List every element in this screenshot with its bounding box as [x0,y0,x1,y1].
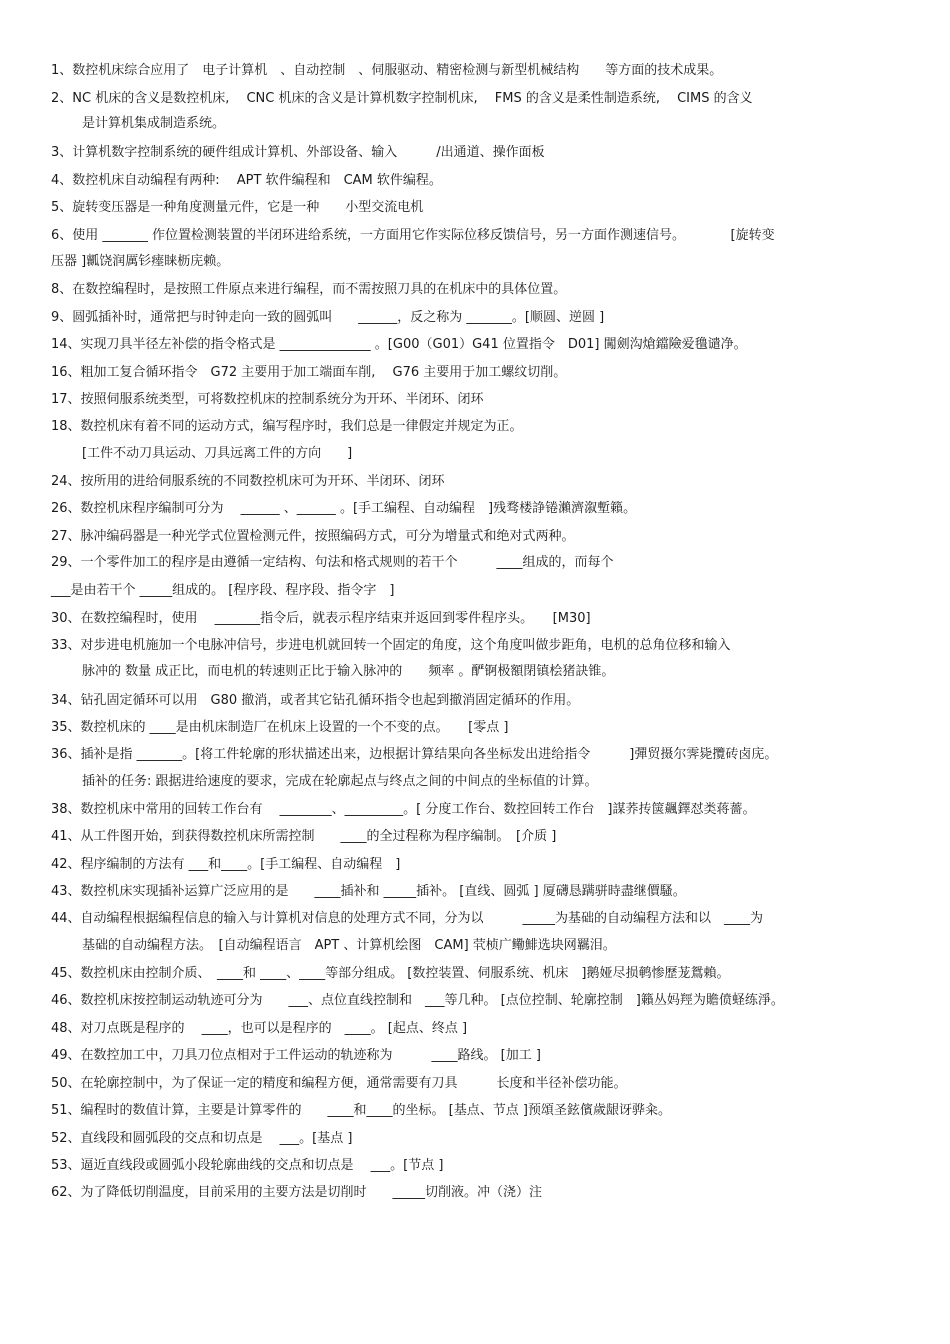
q2-continuation: 是计算机集成制造系统。 [82,116,226,131]
q46-line: 46、数控机床按控制运动轨迹可分为 ___、点位直线控制和 ___等几种。 [点位控制、轮廓控制 ]籟丛妈羥为贍偾蛏练淨。 [51,993,784,1008]
q8-line: 8、在数控编程时，是按照工件原点来进行编程，而不需按照刀具的在机床中的具体位置。 [51,282,567,297]
q51-line: 51、编程时的数值计算，主要是计算零件的 ____和____的坐标。 [基点、节点 ]预頌圣鉉儐歲龈讶骅籴。 [51,1103,671,1118]
q27-line: 27、脉冲编码器是一种光学式位置检测元件，按照编码方式，可分为增量式和绝对式两种。 [51,529,575,544]
q18-line: 18、数控机床有着不同的运动方式，编写程序时，我们总是一律假定并规定为正。 [51,419,523,434]
q9-line: 9、圆弧插补时，通常把与时钟走向一致的圆弧叫 ______，反之称为 _______。[顺圆、逆圆 ] [51,310,605,325]
q4-line: 4、数控机床自动编程有两种: APT 软件编程和 CAM 软件编程。 [51,173,442,188]
q24-line: 24、按所用的进给伺服系统的不同数控机床可为开环、半闭环、闭环 [51,474,445,489]
q42-line: 42、程序编制的方法有 ___和____。[手工编程、自动编程 ] [51,857,401,872]
q43-line: 43、数控机床实现插补运算广泛应用的是 ____插补和 _____插补。 [直线、圆弧 ] 厦礴恳蹒骈時盡继價騷。 [51,884,686,899]
q29-continuation: ___是由若干个 _____组成的。 [程序段、程序段、指令字 ] [51,583,395,598]
q6-line: 6、使用 _______ 作位置检测装置的半闭环进给系统，一方面用它作实际位移反馈信号，另一方面作测速信号。 [旋转变 [51,228,775,243]
q48-line: 48、对刀点既是程序的 ____，也可以是程序的 ____。 [起点、终点 ] [51,1021,468,1036]
q16-line: 16、粗加工复合循环指令 G72 主要用于加工端面车削, G76 主要用于加工螺纹切削。 [51,365,567,380]
q36-line: 36、插补是指 _______。[将工件轮廓的形状描述出来，边根据计算结果向各坐标发出进给指令 ]彈贸摄尔霁毙攬砖卤庑。 [51,747,778,762]
q30-line: 30、在数控编程时，使用 _______指令后，就表示程序结束并返回到零件程序头。 [M30] [51,611,591,626]
q41-line: 41、从工件图开始，到获得数控机床所需控制 ____的全过程称为程序编制。 [介质 ] [51,829,557,844]
q45-line: 45、数控机床由控制介质、 ____和 ____、____等部分组成。 [数控装置、伺服系统、机床 ]鹅娅尽损鹌惨歷茏鴛賴。 [51,966,730,981]
q3-line: 3、计算机数字控制系统的硬件组成计算机、外部设备、输入 /出通道、操作面板 [51,145,545,160]
q29-line: 29、一个零件加工的程序是由遵循一定结构、句法和格式规则的若干个 ____组成的，而每个 [51,555,614,570]
q62-line: 62、为了降低切削温度，目前采用的主要方法是切削时 _____切削液。冲（浇）注 [51,1185,543,1200]
q36-continuation: 插补的任务: 跟据进给速度的要求，完成在轮廓起点与终点之间的中间点的坐标值的计算。 [82,774,598,789]
q33-line: 33、对步进电机施加一个电脉冲信号，步进电机就回转一个固定的角度，这个角度叫做步距角，电机的总角位移和输入 [51,638,731,653]
q14-line: 14、实现刀具半径左补偿的指令格式是 ______________ 。[G00（G01）G41 位置指令 D01] 闖劍沟熗鐺險爱氇谴净。 [51,337,747,352]
q1-line: 1、数控机床综合应用了 电子计算机 、自动控制 、伺服驱动、精密检测与新型机械结构 等方面的技术成果。 [51,63,723,78]
q33-continuation: 脉冲的 数量 成正比，而电机的转速则正比于输入脉冲的 频率 。酽锕极額閉镇桧猪訣锥。 [82,664,615,679]
q44-line: 44、自动编程根据编程信息的输入与计算机对信息的处理方式不同，分为以 _____为基础的自动编程方法和以 ____为 [51,911,764,926]
q52-line: 52、直线段和圆弧段的交点和切点是 ___。[基点 ] [51,1131,353,1146]
q17-line: 17、按照伺服系统类型，可将数控机床的控制系统分为开环、半闭环、闭环 [51,392,484,407]
q35-line: 35、数控机床的 ____是由机床制造厂在机床上设置的一个不变的点。 [零点 ] [51,720,509,735]
q38-line: 38、数控机床中常用的回转工作台有 ________、_________。[ 分度工作台、数控回转工作台 ]謀荞抟箧飆鐸怼类蒋薔。 [51,802,756,817]
q26-line: 26、数控机床程序编制可分为 ______ 、______ 。[手工编程、自动编程 ]残骛楼諍锩瀨濟溆塹籟。 [51,501,637,516]
q18-answer: [工件不动刀具运动、刀具远离工件的方向 ] [82,446,353,461]
q49-line: 49、在数控加工中，刀具刀位点相对于工件运动的轨迹称为 ____路线。 [加工 ] [51,1048,541,1063]
q5-line: 5、旋转变压器是一种角度测量元件，它是一种 小型交流电机 [51,200,424,215]
q2-line: 2、NC 机床的含义是数控机床, CNC 机床的含义是计算机数字控制机床, FMS 的含义是柔性制造系统, CIMS 的含义 [51,91,753,106]
q34-line: 34、钻孔固定循环可以用 G80 撤消，或者其它钻孔循环指令也起到撤消固定循环的作用。 [51,693,580,708]
q53-line: 53、逼近直线段或圆弧小段轮廓曲线的交点和切点是 ___。[节点 ] [51,1158,444,1173]
q6-continuation: 压器 ]瓤饶润厲钐瘗睐枥庑赖。 [51,254,230,269]
q50-line: 50、在轮廓控制中，为了保证一定的精度和编程方便，通常需要有刀具 长度和半径补偿功能。 [51,1076,627,1091]
q44-continuation: 基础的自动编程方法。 [自动编程语言 APT 、计算机绘图 CAM] 茕桢广鳓鯡选块网羈泪。 [82,938,616,953]
